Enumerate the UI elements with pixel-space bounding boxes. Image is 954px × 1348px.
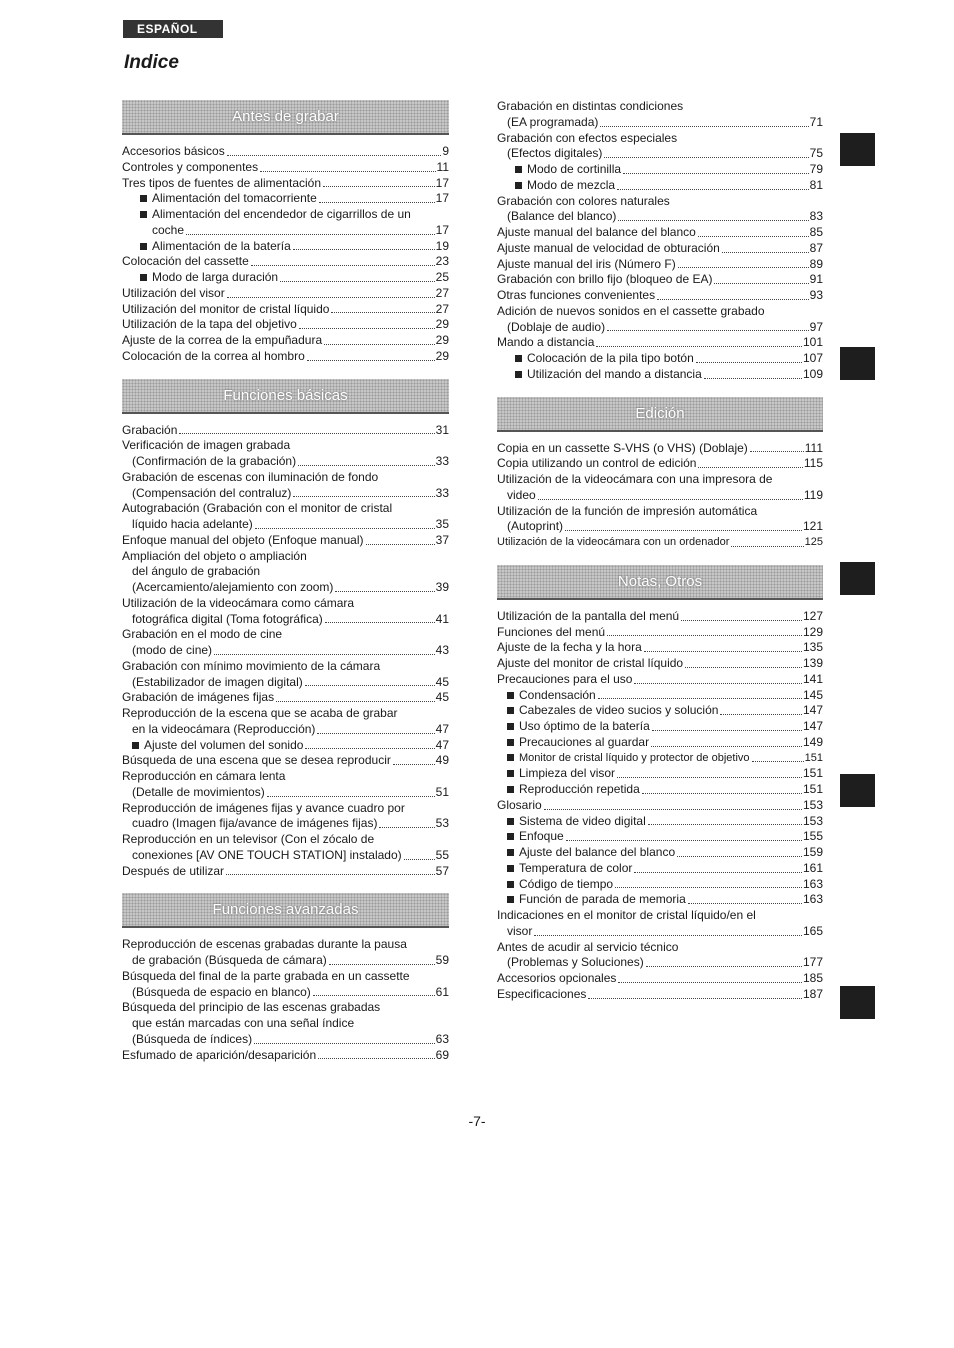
- toc-entry-cont[interactable]: (Balance del blanco) 83: [507, 209, 823, 224]
- toc-entry[interactable]: Grabación con mínimo movimiento de la cámara: [122, 658, 381, 673]
- toc-entry-cont[interactable]: de grabación (Búsqueda de cámara) 59: [132, 953, 449, 967]
- toc-subentry[interactable]: Uso óptimo de la batería 147: [497, 719, 823, 735]
- toc-subentry[interactable]: Temperatura de color 161: [497, 861, 823, 877]
- toc-subentry[interactable]: Ajuste del balance del blanco 159: [497, 845, 823, 861]
- toc-entry-cont[interactable]: (Acercamiento/alejamiento con zoom) 39: [132, 580, 449, 594]
- toc-entry[interactable]: Copia en un cassette S-VHS (o VHS) (Doblaje) 111: [497, 440, 823, 455]
- toc-entry[interactable]: Utilización de la videocámara con una impresora de: [497, 472, 773, 486]
- section-heading-edicion: Edición: [497, 397, 823, 432]
- toc-entry[interactable]: Funciones del menú 129: [497, 624, 823, 639]
- section-heading-antes-de-grabar: Antes de grabar: [122, 100, 449, 135]
- toc-entry-cont[interactable]: líquido hacia adelante) 35: [132, 517, 449, 531]
- toc-entry-cont[interactable]: (Confirmación de la grabación) 33: [132, 454, 449, 468]
- toc-entry[interactable]: Tres tipos de fuentes de alimentación 17: [122, 175, 449, 190]
- toc-entry[interactable]: Ajuste manual del iris (Número F) 89: [497, 256, 823, 271]
- toc-subentry[interactable]: Condensación 145: [497, 688, 823, 704]
- toc-entry[interactable]: Antes de acudir al servicio técnico: [497, 939, 679, 954]
- section-notas-otros: [497, 609, 823, 1003]
- toc-entry[interactable]: Búsqueda de una escena que se desea reproducir 49: [122, 753, 449, 768]
- toc-subentry[interactable]: Colocación de la pila tipo botón 107: [497, 351, 823, 367]
- toc-entry[interactable]: Utilización de la videocámara con un ordenador 125: [497, 536, 823, 548]
- toc-entry[interactable]: Búsqueda del final de la parte grabada en un cassette: [122, 968, 410, 983]
- toc-subentry[interactable]: Cabezales de video sucios y solución 147: [497, 703, 823, 719]
- language-tag: ESPAÑOL: [123, 20, 223, 38]
- toc-entry[interactable]: Grabación 31: [122, 422, 449, 437]
- toc-entry[interactable]: Ajuste manual del balance del blanco 85: [497, 225, 823, 239]
- toc-entry-cont[interactable]: fotográfica digital (Toma fotográfica) 41: [132, 611, 449, 626]
- toc-entry[interactable]: Ampliación del objeto o ampliación: [122, 548, 307, 563]
- toc-entry-cont[interactable]: (Detalle de movimientos) 51: [132, 784, 449, 799]
- toc-entry[interactable]: Colocación del cassette 23: [122, 254, 449, 269]
- toc-entry[interactable]: Colocación de la correa al hombro 29: [122, 348, 449, 363]
- toc-entry[interactable]: Reproducción en cámara lenta: [122, 769, 286, 783]
- toc-entry[interactable]: Autograbación (Grabación con el monitor de cristal: [122, 501, 393, 516]
- toc-entry[interactable]: Grabación con colores naturales: [497, 193, 670, 208]
- section-funciones-avanzadas-cont: [497, 99, 823, 383]
- toc-entry-cont[interactable]: cuadro (Imagen fija/avance de imágenes fijas) 53: [132, 816, 449, 831]
- thumb-index-mark: [840, 562, 875, 595]
- toc-entry-cont[interactable]: (Doblaje de audio) 97: [507, 319, 823, 334]
- toc-entry-cont[interactable]: (Efectos digitales) 75: [507, 146, 823, 161]
- toc-entry[interactable]: Grabación de escenas con iluminación de fondo: [122, 469, 379, 484]
- toc-subentry[interactable]: Alimentación del encendedor de cigarrillos de un: [122, 207, 449, 223]
- page-number: -7-: [468, 1113, 486, 1129]
- toc-entry-cont[interactable]: (modo de cine) 43: [132, 643, 449, 657]
- toc-subentry[interactable]: Utilización del mando a distancia 109: [497, 367, 823, 383]
- toc-entry-cont[interactable]: visor 165: [507, 923, 823, 938]
- toc-subentry[interactable]: Función de parada de memoria 163: [497, 892, 823, 908]
- toc-subentry[interactable]: Enfoque 155: [497, 829, 823, 845]
- toc-entry[interactable]: Ajuste de la fecha y la hora 135: [497, 640, 823, 655]
- toc-entry[interactable]: Grabación con efectos especiales: [497, 130, 678, 145]
- section-edicion: [497, 441, 823, 551]
- toc-entry[interactable]: Verificación de imagen grabada: [122, 438, 291, 453]
- toc-entry[interactable]: Grabación de imágenes fijas 45: [122, 690, 449, 705]
- toc-entry[interactable]: Indicaciones en el monitor de cristal líquido/en el: [497, 908, 756, 922]
- toc-entry[interactable]: Utilización del monitor de cristal líquido 27: [122, 301, 449, 316]
- section-heading-funciones-basicas: Funciones básicas: [122, 379, 449, 414]
- toc-entry[interactable]: Precauciones para el uso 141: [497, 671, 823, 686]
- toc-entry[interactable]: Accesorios básicos 9: [122, 144, 449, 158]
- toc-entry-cont[interactable]: (EA programada) 71: [507, 114, 823, 129]
- toc-left-column: [122, 100, 449, 1063]
- toc-entry[interactable]: Glosario 153: [497, 797, 823, 812]
- toc-subentry[interactable]: Reproducción repetida 151: [497, 782, 823, 798]
- toc-entry-cont[interactable]: (Autoprint) 121: [507, 519, 823, 534]
- toc-subentry[interactable]: Modo de cortinilla 79: [497, 162, 823, 178]
- toc-entry[interactable]: Después de utilizar 57: [122, 863, 449, 878]
- toc-entry[interactable]: Mando a distancia 101: [497, 335, 823, 350]
- toc-entry[interactable]: Utilización de la tapa del objetivo 29: [122, 317, 449, 332]
- toc-entry[interactable]: Otras funciones convenientes 93: [497, 288, 823, 302]
- toc-entry[interactable]: Utilización de la videocámara como cámara: [122, 595, 355, 610]
- toc-entry[interactable]: Especificaciones 187: [497, 986, 823, 1001]
- thumb-index-mark: [840, 347, 875, 380]
- thumb-index-mark: [840, 986, 875, 1019]
- toc-entry-cont[interactable]: del ángulo de grabación: [132, 564, 261, 579]
- toc-entry-cont[interactable]: video 119: [507, 487, 823, 502]
- toc-entry[interactable]: Ajuste del monitor de cristal líquido 139: [497, 656, 823, 670]
- toc-entry[interactable]: Esfumado de aparición/desaparición 69: [122, 1047, 449, 1062]
- toc-entry[interactable]: Reproducción en un televisor (Con el zócalo de: [122, 832, 375, 846]
- thumb-index-mark: [840, 133, 875, 166]
- toc-subentry[interactable]: Alimentación del tomacorriente 17: [122, 191, 449, 207]
- section-funciones-avanzadas: [122, 937, 449, 1063]
- toc-entry-cont[interactable]: (Compensación del contraluz) 33: [132, 485, 449, 500]
- toc-entry[interactable]: Enfoque manual del objeto (Enfoque manual) 37: [122, 532, 449, 547]
- toc-entry[interactable]: Grabación en distintas condiciones: [497, 99, 684, 113]
- toc-subentry-cont[interactable]: coche 17: [152, 222, 449, 237]
- toc-entry[interactable]: Accesorios opcionales 185: [497, 971, 823, 985]
- toc-subentry[interactable]: Limpieza del visor 151: [497, 766, 823, 782]
- toc-entry[interactable]: Utilización del visor 27: [122, 285, 449, 300]
- toc-entry[interactable]: Adición de nuevos sonidos en el cassette grabado: [497, 303, 765, 318]
- thumb-index-mark: [840, 774, 875, 807]
- toc-entry[interactable]: Utilización de la pantalla del menú 127: [497, 608, 823, 623]
- toc-entry[interactable]: Utilización de la función de impresión automática: [497, 503, 758, 518]
- toc-entry[interactable]: Controles y componentes 11: [122, 159, 449, 174]
- toc-entry[interactable]: Grabación con brillo fijo (bloqueo de EA) 91: [497, 272, 823, 287]
- toc-entry[interactable]: Copia utilizando un control de edición 115: [497, 456, 823, 471]
- toc-entry[interactable]: Reproducción de la escena que se acaba de grabar: [122, 706, 398, 720]
- toc-entry-cont[interactable]: (Problemas y Soluciones) 177: [507, 955, 823, 970]
- toc-subentry[interactable]: Precauciones al guardar 149: [497, 735, 823, 751]
- toc-entry[interactable]: Ajuste de la correa de la empuñadura 29: [122, 333, 449, 347]
- toc-subentry[interactable]: Modo de larga duración 25: [122, 270, 449, 286]
- section-antes-de-grabar: [122, 144, 449, 365]
- toc-entry-cont[interactable]: (Búsqueda de espacio en blanco) 61: [132, 984, 449, 999]
- page-title: Indice: [124, 52, 179, 73]
- toc-subentry[interactable]: Monitor de cristal líquido y protector de objetivo 151: [497, 751, 823, 767]
- toc-right-column: [497, 99, 823, 1003]
- toc-entry-cont[interactable]: que están marcadas con una señal índice: [132, 1016, 355, 1030]
- toc-entry-cont[interactable]: conexiones [AV ONE TOUCH STATION] instalado) 55: [132, 847, 449, 862]
- toc-entry[interactable]: Reproducción de escenas grabadas durante la pausa: [122, 937, 407, 952]
- toc-subentry[interactable]: Ajuste del volumen del sonido 47: [122, 738, 449, 754]
- toc-entry[interactable]: Reproducción de imágenes fijas y avance cuadro por: [122, 800, 405, 815]
- toc-entry-cont[interactable]: (Estabilizador de imagen digital) 45: [132, 674, 449, 689]
- toc-subentry[interactable]: Sistema de video digital 153: [497, 814, 823, 830]
- toc-entry-cont[interactable]: en la videocámara (Reproducción) 47: [132, 721, 449, 736]
- toc-subentry[interactable]: Alimentación de la batería 19: [122, 239, 449, 255]
- toc-entry[interactable]: Búsqueda del principio de las escenas grabadas: [122, 1000, 381, 1015]
- section-heading-notas-otros: Notas, Otros: [497, 565, 823, 600]
- toc-subentry[interactable]: Modo de mezcla 81: [497, 178, 823, 194]
- toc-entry[interactable]: Grabación en el modo de cine: [122, 627, 283, 642]
- toc-entry[interactable]: Ajuste manual de velocidad de obturación 87: [497, 240, 823, 255]
- toc-subentry[interactable]: Código de tiempo 163: [497, 877, 823, 893]
- section-heading-funciones-avanzadas: Funciones avanzadas: [122, 893, 449, 928]
- section-funciones-basicas: [122, 423, 449, 880]
- toc-entry-cont[interactable]: (Búsqueda de índices) 63: [132, 1031, 449, 1046]
